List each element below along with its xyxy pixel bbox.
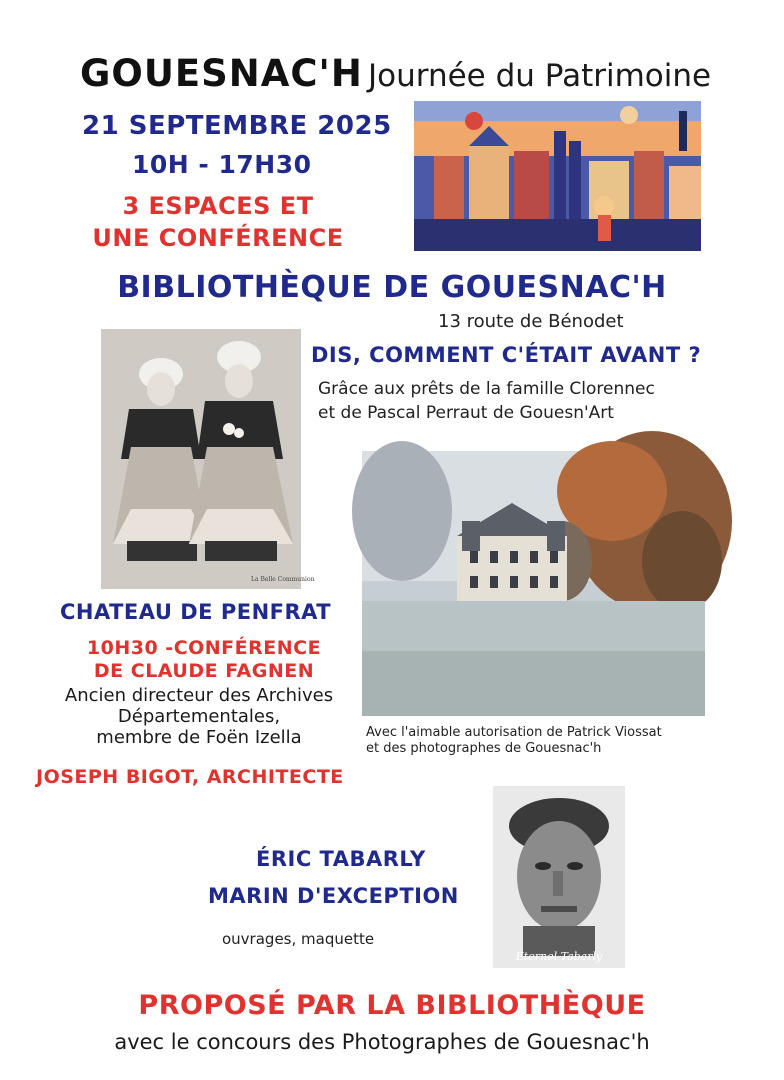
tabarly-book-cover — [493, 786, 625, 968]
speaker-line-1: Ancien directeur des Archives — [64, 685, 334, 706]
proposed-by: PROPOSÉ PAR LA BIBLIOTHÈQUE — [138, 990, 646, 1021]
town-title: GOUESNAC'H — [80, 52, 363, 95]
chateau-title: CHATEAU DE PENFRAT — [60, 600, 332, 624]
conference-line-1: 10H30 -CONFÉRENCE — [86, 637, 322, 659]
credit-line-2: et des photographes de Gouesnac'h — [366, 741, 602, 756]
conference-topic: JOSEPH BIGOT, ARCHITECTE — [36, 766, 344, 788]
event-date: 21 SEPTEMBRE 2025 — [82, 111, 392, 141]
spaces-line-2: UNE CONFÉRENCE — [92, 224, 344, 252]
tabarly-details: ouvrages, maquette — [222, 930, 375, 948]
conference-info — [64, 637, 344, 683]
conference-line-2: DE CLAUDE FAGNEN — [93, 660, 315, 682]
book-title: Éternel Tabarly — [515, 950, 603, 963]
tabarly-subtitle: MARIN D'EXCEPTION — [208, 884, 459, 908]
library-title: BIBLIOTHÈQUE DE GOUESNAC'H — [117, 270, 667, 305]
spaces-line-1: 3 ESPACES ET — [122, 192, 314, 220]
chateau-photo — [362, 451, 705, 716]
tabarly-title: ÉRIC TABARLY — [256, 847, 426, 871]
spaces-summary — [88, 190, 348, 254]
speaker-line-3: membre de Foën Izella — [96, 727, 302, 748]
photo-credit — [366, 725, 662, 757]
exhibit-thanks — [318, 377, 655, 425]
contributors: avec le concours des Photographes de Gouesnac'h — [114, 1030, 650, 1054]
vintage-photo — [101, 329, 315, 589]
credit-line-1: Avec l'aimable autorisation de Patrick Viossat — [366, 725, 662, 740]
vintage-photo-caption: La Belle Communion — [251, 576, 315, 583]
library-address: 13 route de Bénodet — [438, 311, 624, 332]
event-title: Journée du Patrimoine — [368, 58, 712, 94]
speaker-info — [34, 685, 364, 748]
thanks-line-1: Grâce aux prêts de la famille Clorennec — [318, 379, 655, 399]
heritage-illustration — [414, 101, 701, 251]
speaker-line-2: Départementales, — [117, 706, 281, 727]
thanks-line-2: et de Pascal Perraut de Gouesn'Art — [318, 403, 614, 423]
event-hours: 10H - 17H30 — [132, 150, 312, 179]
exhibit-title: DIS, COMMENT C'ÉTAIT AVANT ? — [311, 343, 702, 367]
